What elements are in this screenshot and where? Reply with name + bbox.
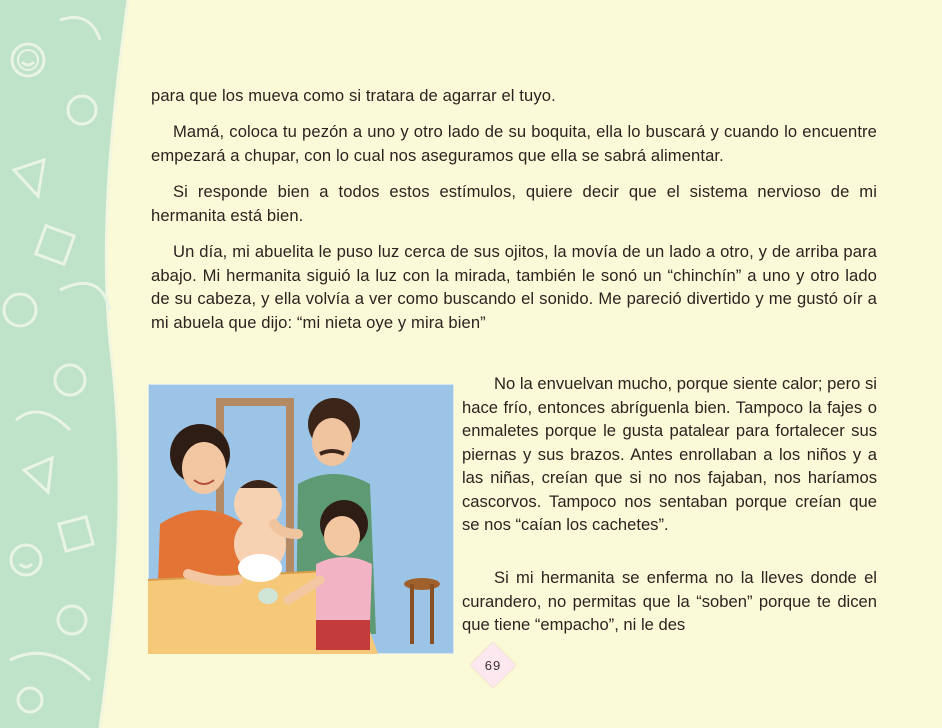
paragraph-2: Mamá, coloca tu pezón a uno y otro lado de su boquita, ella lo buscará y cuando lo encuentre empezará a chupar, con lo cual nos aseguramos que ella se sabrá alimentar.: [151, 122, 877, 165]
page-number-badge: [470, 642, 516, 688]
paragraph-1: para que los mueva como si tratara de agarrar el tuyo.: [151, 86, 556, 105]
paragraph-3: Si responde bien a todos estos estímulos, quiere decir que el sistema nervioso de mi hermanita está bien.: [151, 182, 877, 225]
family-baby-illustration: [148, 384, 454, 654]
column-paragraph-1: No la envuelvan mucho, porque siente calor; pero si hace frío, entonces abríguenla bien. Tampoco la fajes o enmaletes porque le gusta patalear para fortalecer sus piernas y sus brazos. Antes enrollaban a los niños y a las niñas, creían que si no nos fajaban, nos haríamos cascorvos. Tampoco nos sentaban porque creían que se nos “caían los cachetes”.: [462, 374, 877, 534]
paragraph-4: Un día, mi abuelita le puso luz cerca de sus ojitos, la movía de un lado a otro, y de arriba para abajo. Mi hermanita siguió la luz con la mirada, también le sonó un “chinchín” a uno y otro lado de su cabeza, y ella volvía a ver como buscando el sonido. Me pareció divertido y me gustó oír a mi abuela que dijo: “mi nieta oye y mira bien”: [151, 242, 877, 332]
column-paragraph-2: Si mi hermanita se enferma no la lleves donde el curandero, no permitas que la “soben” porque te dicen que tiene “empacho”, ni le des: [462, 568, 877, 634]
page-number: 69: [484, 657, 502, 673]
decorative-border-band: [0, 0, 150, 728]
